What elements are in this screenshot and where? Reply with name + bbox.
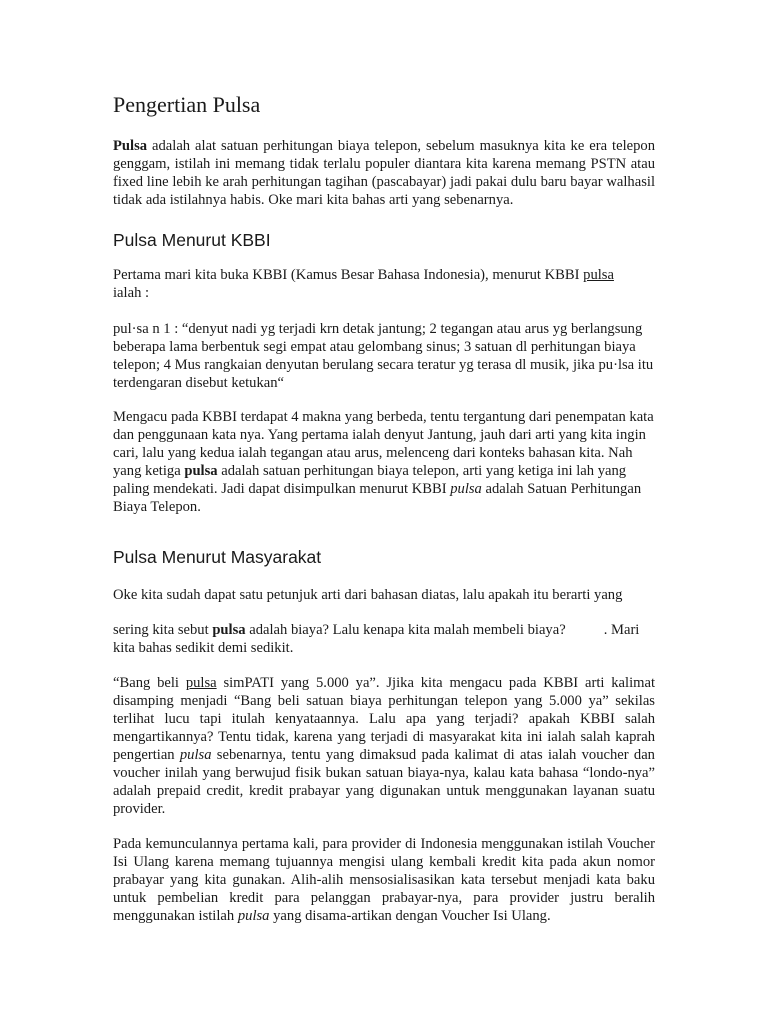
masyarakat-paragraph-1: Oke kita sudah dapat satu petunjuk arti dari bahasan diatas, lalu apakah itu berarti yang	[113, 587, 623, 603]
kbbi-p1-tail: ialah :	[113, 285, 150, 301]
intro-paragraph	[113, 137, 655, 209]
masyarakat-paragraph-4	[113, 835, 655, 925]
masyarakat-paragraph-2	[113, 621, 655, 657]
heading-kbbi: Pulsa Menurut KBBI	[113, 230, 271, 250]
masyarakat-paragraph-3	[113, 674, 655, 818]
heading-masyarakat: Pulsa Menurut Masyarakat	[113, 547, 322, 567]
masyarakat-p3-a: “Bang beli	[113, 675, 186, 691]
pulsa-link-masyarakat[interactable]: pulsa	[185, 675, 217, 691]
masyarakat-p4-a: Pada kemunculannya pertama kali, para provider di Indonesia menggunakan istilah Voucher Isi Ulang karena memang tujuannya mengisi ulang kembali kredit kita pada akun nomor prabayar yang kita gunakan. Alih-alih mensosialisasikan kata tersebut menjadi kata baku untuk pembelian kredit para pelanggan prabayar-nya, para provider justru beralih menggunakan istilah	[113, 836, 655, 924]
intro-bold-term: Pulsa	[113, 138, 148, 154]
kbbi-p3-bold: pulsa	[184, 463, 218, 479]
masyarakat-p3-b: simPATI yang 5.000 ya”. Jjika kita mengacu pada KBBI arti kalimat disamping menjadi “Bang beli satuan biaya perhitungan telepon yang 5.000 ya” sekilas terlihat lucu tapi itulah kenyataannya. Lalu apa yang terjadi? apakah KBBI salah mengartikannya? Tentu tidak, karena yang terjadi di masyarakat kita ini ialah salah kaprah pengertian	[113, 675, 656, 763]
kbbi-p1-text: Pertama mari kita buka KBBI (Kamus Besar Bahasa Indonesia), menurut KBBI	[113, 267, 584, 283]
kbbi-p3-a: Mengacu pada KBBI terdapat 4 makna yang berbeda, tentu tergantung dari penempatan kata dan penggunaan kata nya. Yang pertama ialah denyut Jantung, jauh dari arti yang kita ingin cari, lalu yang kedua ialah tegangan atau arus, melenceng dari konteks bahasan kita. Nah yang ketiga	[113, 409, 654, 479]
kbbi-paragraph-3	[113, 408, 655, 516]
masyarakat-p4-b: yang disama-artikan dengan Voucher Isi Ulang.	[269, 908, 551, 924]
page-title: Pengertian Pulsa	[113, 92, 261, 117]
masyarakat-p2-c: . Mari kita bahas sedikit demi sedikit.	[113, 622, 640, 656]
intro-text: adalah alat satuan perhitungan biaya telepon, sebelum masuknya kita ke era telepon genggam, istilah ini memang tidak terlalu populer diantara kita karena memang PSTN atau fixed line lebih ke arah perhitungan tagihan (pascabayar) jadi pakai dulu baru bayar walhasil tidak ada istilahnya habis. Oke mari kita bahas arti yang sebenarnya.	[113, 138, 655, 208]
masyarakat-p2-a: sering kita sebut	[113, 622, 213, 638]
masyarakat-p2-bold: pulsa	[212, 622, 246, 638]
masyarakat-p3-italic: pulsa	[179, 747, 212, 763]
kbbi-definition-paragraph: pul·sa n 1 : “denyut nadi yg terjadi krn detak jantung; 2 tegangan atau arus yg berlangsung beberapa lama berbentuk segi empat atau gelombang sinus; 3 satuan dl perhitungan biaya telepon; 4 Mus rangkaian denyutan berulang secara teratur yg terasa dl musik, jika pu·lsa itu terdengaran disebut ketukan“	[113, 321, 654, 391]
masyarakat-p3-c: sebenarnya, tentu yang dimaksud pada kalimat di atas ialah voucher dan voucher inilah yang berwujud fisik bukan satuan biaya-nya, kalau kata bahasa “londo-nya” adalah prepaid credit, kredit prabayar yang digunakan untuk menggunakan layanan suatu provider.	[113, 747, 655, 817]
kbbi-paragraph-1	[113, 266, 655, 302]
masyarakat-p2-b: adalah biaya? Lalu kenapa kita malah membeli biaya?	[245, 622, 566, 638]
kbbi-p3-italic: pulsa	[450, 481, 482, 497]
kbbi-p3-c: adalah Satuan Perhitungan Biaya Telepon.	[113, 481, 642, 515]
pulsa-link-kbbi[interactable]: pulsa	[583, 267, 614, 283]
masyarakat-p4-italic: pulsa	[237, 908, 270, 924]
kbbi-p3-b: adalah satuan perhitungan biaya telepon, arti yang ketiga ini lah yang paling mendekati. Jadi dapat disimpulkan menurut KBBI	[113, 463, 627, 497]
